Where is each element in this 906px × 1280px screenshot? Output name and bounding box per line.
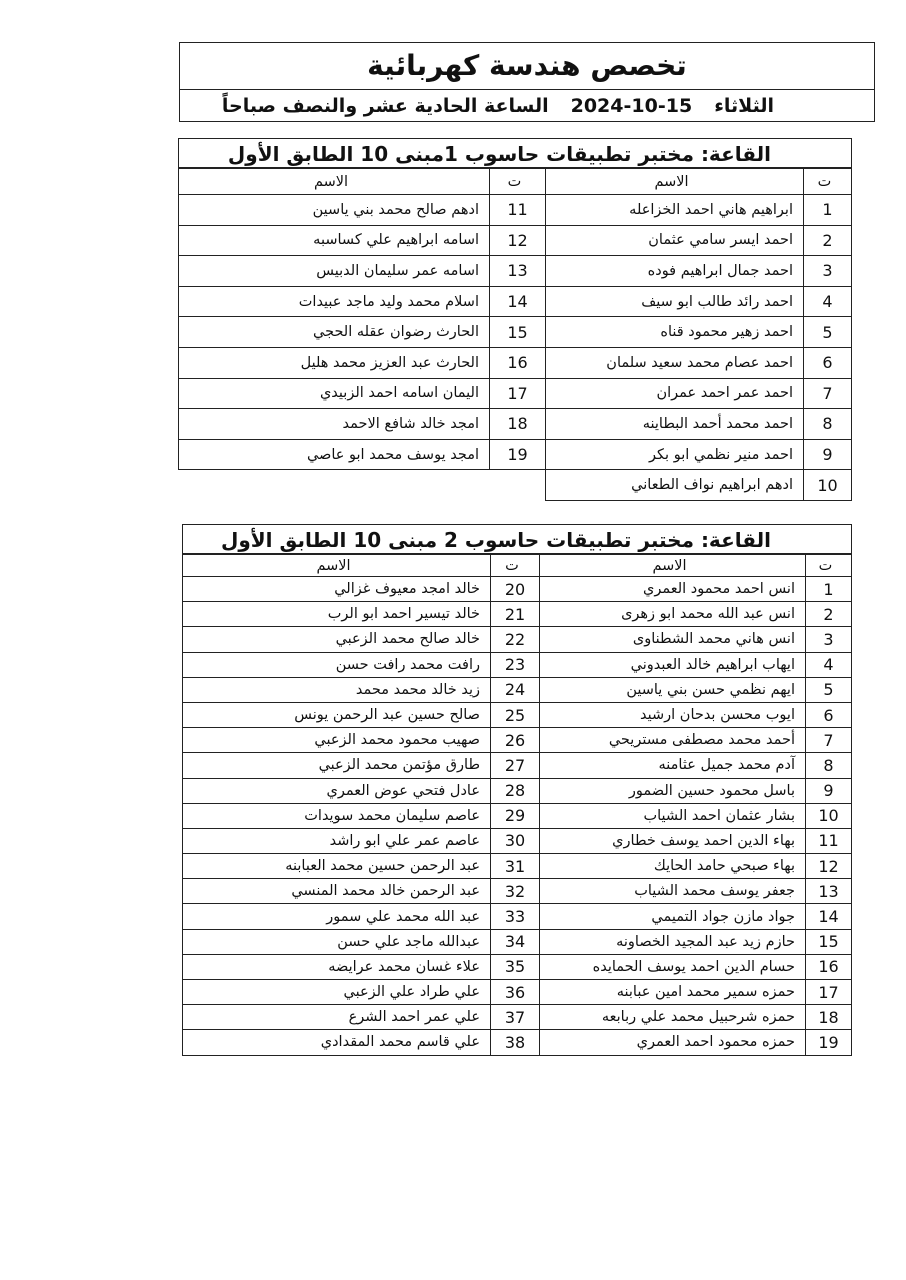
student-number: 23: [491, 652, 540, 677]
student-number: 5: [806, 677, 852, 702]
table-row: [179, 286, 852, 317]
student-number: 13: [490, 256, 546, 287]
student-number: 8: [804, 409, 852, 440]
column-header-name: الاسم: [183, 555, 491, 577]
student-name: عبدالله ماجد علي حسن: [183, 929, 491, 954]
student-name: ايهاب ابراهيم خالد العبدوني: [540, 652, 806, 677]
student-number: 12: [490, 225, 546, 256]
student-name: ادهم صالح محمد بني ياسين: [179, 195, 490, 226]
student-name: احمد محمد أحمد البطاينه: [546, 409, 804, 440]
student-name: علي طراد علي الزعبي: [183, 980, 491, 1005]
student-number: 10: [806, 803, 852, 828]
student-name: حازم زيد عبد المجيد الخصاونه: [540, 929, 806, 954]
table-row: [183, 753, 852, 778]
student-number: 6: [806, 702, 852, 727]
student-number: 19: [490, 439, 546, 470]
student-number: 3: [806, 627, 852, 652]
student-name: ايوب محسن بدحان ارشيد: [540, 702, 806, 727]
table-row: [183, 602, 852, 627]
student-number: 16: [806, 954, 852, 979]
student-name: صهيب محمود محمد الزعبي: [183, 728, 491, 753]
student-number: 12: [806, 854, 852, 879]
student-number: 18: [806, 1005, 852, 1030]
student-name: حمزه شرحبيل محمد علي ربابعه: [540, 1005, 806, 1030]
student-number: 11: [806, 828, 852, 853]
student-name: خالد تيسير احمد ابو الرب: [183, 602, 491, 627]
table-row: [179, 409, 852, 440]
student-name: علاء غسان محمد عرايضه: [183, 954, 491, 979]
student-name: حمزه محمود احمد العمري: [540, 1030, 806, 1055]
student-number: 5: [804, 317, 852, 348]
student-name: عاصم سليمان محمد سويدات: [183, 803, 491, 828]
student-number: 17: [490, 378, 546, 409]
column-header-number: ت: [804, 169, 852, 195]
student-name: جواد مازن جواد التميمي: [540, 904, 806, 929]
student-name: بهاء صبحي حامد الحايك: [540, 854, 806, 879]
table-row: [183, 980, 852, 1005]
student-name: احمد جمال ابراهيم فوده: [546, 256, 804, 287]
student-number: 4: [804, 286, 852, 317]
student-name: احمد رائد طالب ابو سيف: [546, 286, 804, 317]
table-row: [179, 439, 852, 470]
student-name: آدم محمد جميل عثامنه: [540, 753, 806, 778]
student-number: 11: [490, 195, 546, 226]
student-number: 10: [804, 470, 852, 501]
table-header-row: [179, 169, 852, 195]
student-number: 9: [806, 778, 852, 803]
student-number: 3: [804, 256, 852, 287]
student-table: [178, 168, 852, 501]
student-number: 13: [806, 879, 852, 904]
student-name: احمد ايسر سامي عثمان: [546, 225, 804, 256]
column-header-name: الاسم: [179, 169, 490, 195]
student-number: 28: [491, 778, 540, 803]
table-row: [179, 256, 852, 287]
student-name: رافت محمد رافت حسن: [183, 652, 491, 677]
student-number: 36: [491, 980, 540, 1005]
student-name: اسامه ابراهيم علي كساسبه: [179, 225, 490, 256]
student-name: عبد الرحمن خالد محمد المنسي: [183, 879, 491, 904]
student-number: 6: [804, 347, 852, 378]
student-number: 15: [490, 317, 546, 348]
student-name: انس هاني محمد الشطناوى: [540, 627, 806, 652]
table-row: [183, 778, 852, 803]
student-number: 31: [491, 854, 540, 879]
column-header-number: ت: [806, 555, 852, 577]
column-header-number: ت: [490, 169, 546, 195]
table-row: [183, 627, 852, 652]
student-name: زيد خالد محمد محمد: [183, 677, 491, 702]
student-name: احمد زهير محمود قناه: [546, 317, 804, 348]
exam-date: 15-10-2024: [570, 95, 693, 117]
student-name: علي عمر احمد الشرع: [183, 1005, 491, 1030]
student-name: بهاء الدين احمد يوسف خطاري: [540, 828, 806, 853]
empty-cell: [179, 470, 490, 501]
student-number: 24: [491, 677, 540, 702]
student-number: 2: [804, 225, 852, 256]
table-row: [183, 577, 852, 602]
student-name: امجد خالد شافع الاحمد: [179, 409, 490, 440]
student-name: علي قاسم محمد المقدادي: [183, 1030, 491, 1055]
student-number: 34: [491, 929, 540, 954]
student-name: ابراهيم هاني احمد الخزاعله: [546, 195, 804, 226]
empty-cell: [490, 470, 546, 501]
student-number: 18: [490, 409, 546, 440]
student-number: 37: [491, 1005, 540, 1030]
student-number: 32: [491, 879, 540, 904]
table-row: [183, 904, 852, 929]
student-number: 21: [491, 602, 540, 627]
room-section-2: [182, 524, 852, 1056]
student-name: انس عبد الله محمد ابو زهرى: [540, 602, 806, 627]
table-header-row: [183, 555, 852, 577]
student-name: اليمان اسامه احمد الزبيدي: [179, 378, 490, 409]
table-row: [183, 652, 852, 677]
student-name: عبد الرحمن حسين محمد العبابنه: [183, 854, 491, 879]
student-name: حسام الدين احمد يوسف الحمايده: [540, 954, 806, 979]
student-name: الحارث عبد العزيز محمد هليل: [179, 347, 490, 378]
student-name: ايهم نظمي حسن بني ياسين: [540, 677, 806, 702]
student-name: خالد امجد معيوف غزالي: [183, 577, 491, 602]
exam-date-line: [180, 90, 874, 122]
student-number: 1: [804, 195, 852, 226]
student-name: احمد منير نظمي ابو بكر: [546, 439, 804, 470]
student-name: أحمد محمد مصطفى مستريحي: [540, 728, 806, 753]
student-number: 33: [491, 904, 540, 929]
student-number: 8: [806, 753, 852, 778]
table-row: [179, 317, 852, 348]
table-row: [183, 728, 852, 753]
column-header-number: ت: [491, 555, 540, 577]
student-name: خالد صالح محمد الزعبي: [183, 627, 491, 652]
student-name: الحارث رضوان عقله الحجي: [179, 317, 490, 348]
student-number: 7: [804, 378, 852, 409]
room-title: القاعة: مختبر تطبيقات حاسوب 1مبنى 10 الطابق الأول: [178, 138, 852, 168]
page-title: تخصص هندسة كهربائية: [180, 43, 874, 90]
student-number: 9: [804, 439, 852, 470]
student-number: 1: [806, 577, 852, 602]
student-number: 14: [806, 904, 852, 929]
table-row: [183, 803, 852, 828]
table-row: [179, 225, 852, 256]
table-row: [183, 828, 852, 853]
student-number: 7: [806, 728, 852, 753]
student-number: 17: [806, 980, 852, 1005]
student-name: احمد عمر احمد عمران: [546, 378, 804, 409]
student-name: جعفر يوسف محمد الشياب: [540, 879, 806, 904]
student-number: 15: [806, 929, 852, 954]
table-row: [179, 378, 852, 409]
student-number: 26: [491, 728, 540, 753]
student-number: 22: [491, 627, 540, 652]
student-number: 16: [490, 347, 546, 378]
student-number: 29: [491, 803, 540, 828]
student-name: عادل فتحي عوض العمري: [183, 778, 491, 803]
student-name: صالح حسين عبد الرحمن يونس: [183, 702, 491, 727]
room-title: القاعة: مختبر تطبيقات حاسوب 2 مبنى 10 الطابق الأول: [182, 524, 852, 554]
table-row: [183, 702, 852, 727]
student-name: بشار عثمان احمد الشياب: [540, 803, 806, 828]
table-row: [183, 879, 852, 904]
student-name: ادهم ابراهيم نواف الطعاني: [546, 470, 804, 501]
student-name: اسامه عمر سليمان الدبيس: [179, 256, 490, 287]
student-number: 20: [491, 577, 540, 602]
student-number: 25: [491, 702, 540, 727]
table-row: [179, 195, 852, 226]
table-row: [179, 470, 852, 501]
student-name: عبد الله محمد علي سمور: [183, 904, 491, 929]
table-row: [183, 954, 852, 979]
student-number: 27: [491, 753, 540, 778]
table-row: [179, 347, 852, 378]
table-row: [183, 1030, 852, 1055]
student-name: اسلام محمد وليد ماجد عبيدات: [179, 286, 490, 317]
table-row: [183, 677, 852, 702]
exam-time: الساعة الحادية عشر والنصف صباحاً: [221, 95, 549, 117]
room-section-1: [178, 138, 852, 501]
student-number: 2: [806, 602, 852, 627]
student-number: 19: [806, 1030, 852, 1055]
column-header-name: الاسم: [540, 555, 806, 577]
table-row: [183, 1005, 852, 1030]
student-name: باسل محمود حسين الضمور: [540, 778, 806, 803]
student-name: امجد يوسف محمد ابو عاصي: [179, 439, 490, 470]
student-number: 35: [491, 954, 540, 979]
exam-day: الثلاثاء: [714, 95, 774, 117]
student-name: احمد عصام محمد سعيد سلمان: [546, 347, 804, 378]
table-row: [183, 929, 852, 954]
student-table: [182, 554, 852, 1056]
student-number: 14: [490, 286, 546, 317]
student-name: حمزه سمير محمد امين عبابنه: [540, 980, 806, 1005]
student-name: انس احمد محمود العمري: [540, 577, 806, 602]
column-header-name: الاسم: [546, 169, 804, 195]
student-name: عاصم عمر علي ابو راشد: [183, 828, 491, 853]
student-number: 4: [806, 652, 852, 677]
document-header: [179, 42, 875, 122]
table-row: [183, 854, 852, 879]
student-number: 30: [491, 828, 540, 853]
student-name: طارق مؤتمن محمد الزعبي: [183, 753, 491, 778]
student-number: 38: [491, 1030, 540, 1055]
